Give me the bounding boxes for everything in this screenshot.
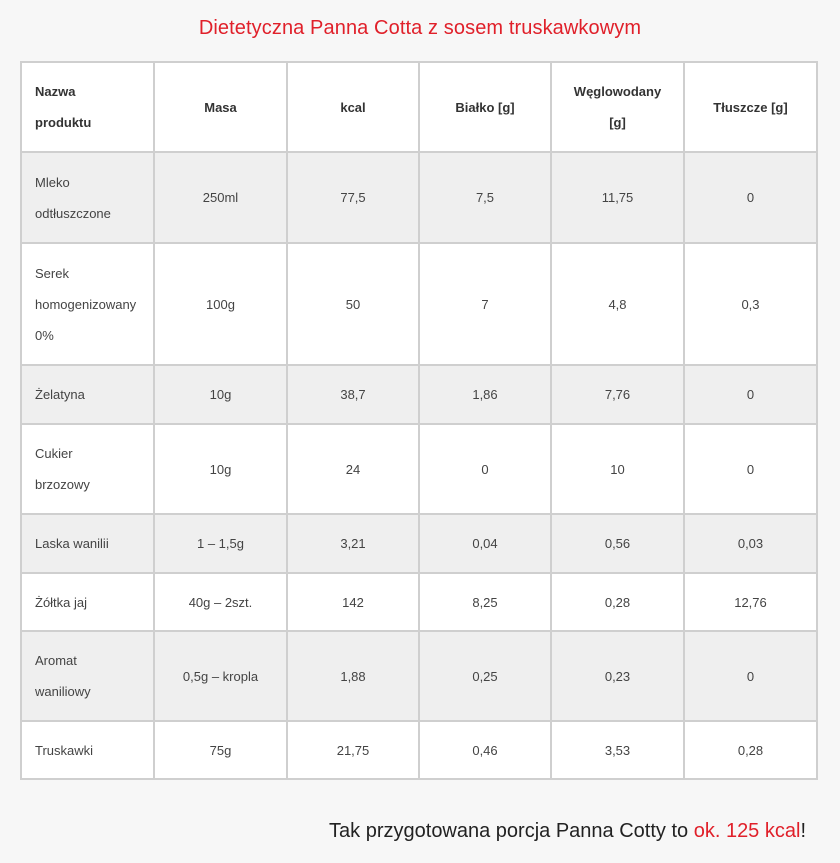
table-row	[21, 721, 817, 779]
cell-tluszcze: 0	[684, 152, 817, 243]
cell-kcal: 142	[287, 573, 419, 631]
cell-bialko: 0	[419, 424, 551, 514]
cell-masa: 10g	[154, 424, 287, 514]
cell-bialko: 7	[419, 243, 551, 365]
header-tluszcze: Tłuszcze [g]	[684, 62, 817, 152]
table-row	[21, 514, 817, 573]
cell-tluszcze: 0	[684, 631, 817, 721]
cell-tluszcze: 0	[684, 365, 817, 424]
cell-product-name: Aromat waniliowy	[21, 631, 154, 721]
cell-tluszcze: 0,3	[684, 243, 817, 365]
header-weglowodany: Węglowodany [g]	[551, 62, 684, 152]
cell-weglowodany: 11,75	[551, 152, 684, 243]
cell-tluszcze: 0	[684, 424, 817, 514]
cell-weglowodany: 4,8	[551, 243, 684, 365]
table-row	[21, 424, 817, 514]
cell-kcal: 24	[287, 424, 419, 514]
cell-bialko: 0,46	[419, 721, 551, 779]
table-row	[21, 573, 817, 631]
cell-weglowodany: 0,56	[551, 514, 684, 573]
cell-product-name: Laska wanilii	[21, 514, 154, 573]
header-nazwa-produktu: Nazwa produktu	[21, 62, 154, 152]
cell-tluszcze: 12,76	[684, 573, 817, 631]
nutrition-table	[20, 61, 818, 780]
cell-weglowodany: 0,28	[551, 573, 684, 631]
header-bialko: Białko [g]	[419, 62, 551, 152]
cell-bialko: 8,25	[419, 573, 551, 631]
cell-masa: 75g	[154, 721, 287, 779]
cell-masa: 40g – 2szt.	[154, 573, 287, 631]
cell-bialko: 0,04	[419, 514, 551, 573]
cell-kcal: 77,5	[287, 152, 419, 243]
cell-bialko: 1,86	[419, 365, 551, 424]
table-row	[21, 631, 817, 721]
table-header-row	[21, 62, 817, 152]
cell-product-name: Żelatyna	[21, 365, 154, 424]
summary-exclamation: !	[800, 820, 806, 842]
cell-product-name: Cukier brzozowy	[21, 424, 154, 514]
cell-product-name: Truskawki	[21, 721, 154, 779]
cell-weglowodany: 3,53	[551, 721, 684, 779]
summary-text: Tak przygotowana porcja Panna Cotty to	[329, 820, 694, 842]
cell-masa: 0,5g – kropla	[154, 631, 287, 721]
page-title: Dietetyczna Panna Cotta z sosem truskawkowym	[198, 17, 642, 39]
table-row	[21, 365, 817, 424]
cell-masa: 100g	[154, 243, 287, 365]
table-row	[21, 152, 817, 243]
cell-weglowodany: 10	[551, 424, 684, 514]
cell-tluszcze: 0,28	[684, 721, 817, 779]
header-masa: Masa	[154, 62, 287, 152]
cell-product-name: Mleko odtłuszczone	[21, 152, 154, 243]
cell-weglowodany: 7,76	[551, 365, 684, 424]
cell-kcal: 38,7	[287, 365, 419, 424]
cell-product-name: Serek homogenizowany 0%	[21, 243, 154, 365]
cell-kcal: 3,21	[287, 514, 419, 573]
header-kcal: kcal	[287, 62, 419, 152]
summary-kcal-highlight: ok. 125 kcal	[693, 820, 801, 842]
table-row	[21, 243, 817, 365]
cell-kcal: 1,88	[287, 631, 419, 721]
cell-kcal: 21,75	[287, 721, 419, 779]
cell-bialko: 7,5	[419, 152, 551, 243]
cell-weglowodany: 0,23	[551, 631, 684, 721]
cell-bialko: 0,25	[419, 631, 551, 721]
cell-tluszcze: 0,03	[684, 514, 817, 573]
cell-masa: 1 – 1,5g	[154, 514, 287, 573]
calorie-summary	[329, 820, 806, 843]
cell-kcal: 50	[287, 243, 419, 365]
cell-product-name: Żółtka jaj	[21, 573, 154, 631]
cell-masa: 250ml	[154, 152, 287, 243]
cell-masa: 10g	[154, 365, 287, 424]
